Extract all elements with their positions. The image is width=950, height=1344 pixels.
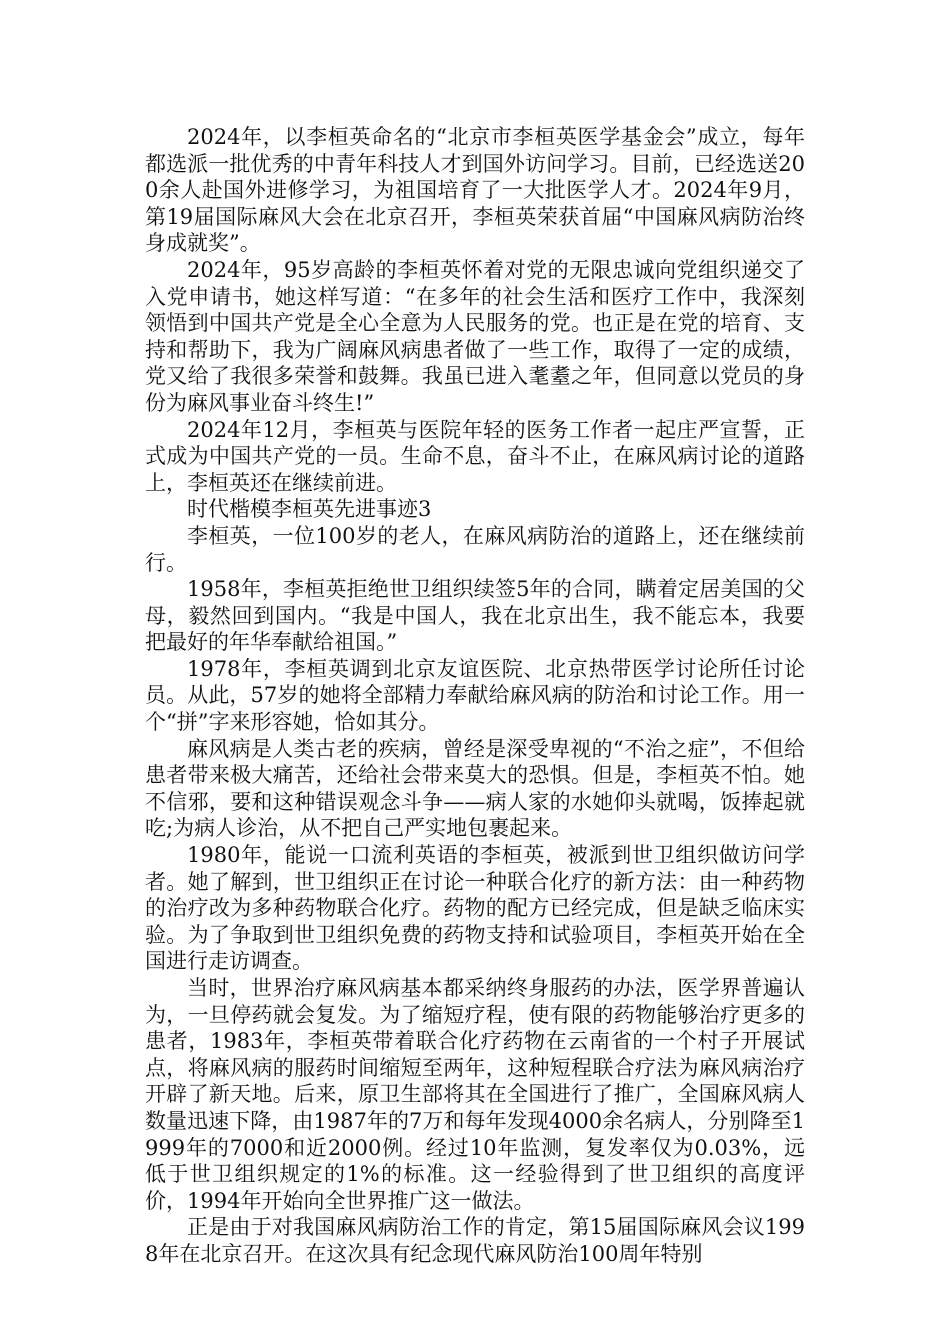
- paragraph-1980: 1980年，能说一口流利英语的李桓英，被派到世卫组织做访问学者。她了解到，世卫组织正在讨论一种联合化疗的新方法：由一种药物的治疗改为多种药物联合化疗。药物的配方已经完成，但是缺乏临床实验。为了争取到世卫组织免费的药物支持和试验项目，李桓英开始在全国进行走访调查。: [145, 843, 805, 974]
- paragraph-mdt-trial: 当时，世界治疗麻风病基本都采纳终身服药的办法，医学界普遍认为，一旦停药就会复发。为了缩短疗程，使有限的药物能够治疗更多的患者，1983年，李桓英带着联合化疗药物在云南省的一个村子开展试点，将麻风病的服药时间缩短至两年，这种短程联合疗法为麻风病治疗开辟了新天地。后来，原卫生部将其在全国进行了推广，全国麻风病人数量迅速下降，由1987年的7万和每年发现4000余名病人，分别降至1999年的7000和近2000例。经过10年监测，复发率仅为0.03%，远低于世卫组织规定的1%的标准。这一经验得到了世卫组织的高度评价，1994年开始向全世界推广这一做法。: [145, 976, 805, 1213]
- paragraph-1998-congress: 正是由于对我国麻风病防治工作的肯定，第15届国际麻风会议1998年在北京召开。在这次具有纪念现代麻风防治100周年特别: [145, 1215, 805, 1266]
- paragraph-party-application: 2024年，95岁高龄的李桓英怀着对党的无限忠诚向党组织递交了入党申请书，她这样写道：“在多年的社会生活和医疗工作中，我深刻领悟到中国共产党是全心全意为人民服务的党。也正是在党的培育、支持和帮助下，我为广阔麻风病患者做了一些工作，取得了一定的成绩，党又给了我很多荣誉和鼓舞。我虽已进入耄耋之年，但同意以党员的身份为麻风事业奋斗终生!”: [145, 257, 805, 415]
- paragraph-foundation: 2024年，以李桓英命名的“北京市李桓英医学基金会”成立，每年都选派一批优秀的中青年科技人才到国外访问学习。目前，已经选送200余人赴国外进修学习，为祖国培育了一大批医学人才。2024年9月，第19届国际麻风大会在北京召开，李桓英荣获首届“中国麻风病防治终身成就奖”。: [145, 125, 805, 256]
- paragraph-intro: 李桓英，一位100岁的老人，在麻风病防治的道路上，还在继续前行。: [145, 523, 805, 575]
- paragraph-1978: 1978年，李桓英调到北京友谊医院、北京热带医学讨论所任讨论员。从此，57岁的她将全部精力奉献给麻风病的防治和讨论工作。用一个“拼”字来形容她，恰如其分。: [145, 656, 805, 735]
- document-body: [145, 124, 805, 1268]
- section-heading: 时代楷模李桓英先进事迹3: [187, 497, 432, 522]
- paragraph-party-oath: 2024年12月，李桓英与医院年轻的医务工作者一起庄严宣誓，正式成为中国共产党的一员。生命不息，奋斗不止，在麻风病讨论的道路上，李桓英还在继续前进。: [145, 417, 805, 495]
- paragraph-1958: 1958年，李桓英拒绝世卫组织续签5年的合同，瞒着定居美国的父母，毅然回到国内。“我是中国人，我在北京出生，我不能忘本，我要把最好的年华奉献给祖国。”: [145, 577, 805, 655]
- paragraph-leprosy-stigma: 麻风病是人类古老的疾病，曾经是深受卑视的“不治之症”，不但给患者带来极大痛苦，还给社会带来莫大的恐惧。但是，李桓英不怕。她不信邪，要和这种错误观念斗争——病人家的水她仰头就喝，饭捧起就吃;为病人诊治，从不把自己严实地包裹起来。: [145, 736, 805, 841]
